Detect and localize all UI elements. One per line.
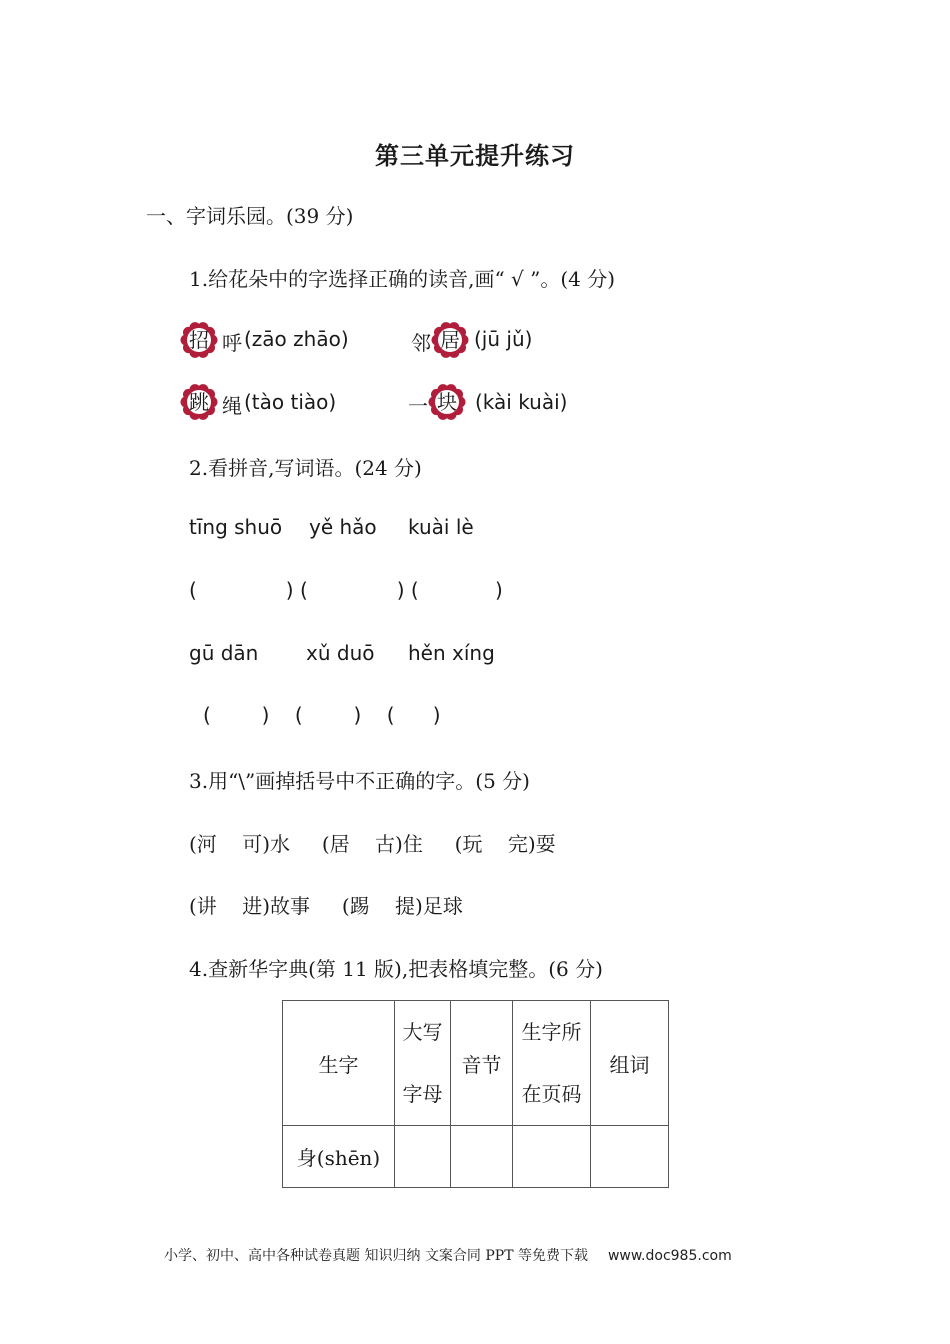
footer-text: 小学、初中、高中各种试卷真题 知识归纳 文案合同 PPT 等免费下载	[164, 1248, 588, 1264]
flower-char: 跳	[189, 390, 209, 414]
char-cell: 身(shēn)	[283, 1126, 395, 1188]
flower-char: 块	[437, 390, 457, 414]
pinyin-word: hěn xíng	[408, 641, 495, 665]
pinyin-word: gū dān	[189, 641, 259, 665]
word-prefix: 一	[408, 394, 428, 418]
pinyin-options: (tào tiào)	[244, 390, 337, 414]
header-cell: 生字	[283, 1001, 395, 1126]
flower-char: 招	[189, 328, 209, 352]
pinyin-options: (jū jǔ)	[474, 327, 533, 351]
question-3-label: 3.用“\”画掉括号中不正确的字。(5 分)	[189, 769, 530, 793]
table-header-row	[283, 1001, 669, 1126]
word-suffix: 呼	[222, 331, 242, 355]
flower-icon	[428, 383, 466, 421]
header-line: 大写	[402, 1020, 443, 1044]
header-line: 在页码	[521, 1082, 582, 1106]
header-cell: 组词	[591, 1001, 669, 1126]
footer-url[interactable]: www.doc985.com	[607, 1248, 732, 1264]
question-2-label: 2.看拼音,写词语。(24 分)	[189, 456, 422, 480]
answer-blanks[interactable]: ( ) ( ) ( )	[189, 578, 503, 602]
header-cell	[395, 1001, 451, 1126]
header-line: 字母	[402, 1082, 443, 1106]
page-title: 第三单元提升练习	[375, 141, 575, 170]
header-cell	[513, 1001, 591, 1126]
question-1-label: 1.给花朵中的字选择正确的读音,画“ √ ”。(4 分)	[189, 267, 616, 291]
choice-line: (讲 进)故事 (踢 提)足球	[189, 894, 463, 918]
word-prefix: 邻	[411, 331, 431, 355]
pinyin-word: tīng shuō	[189, 515, 283, 539]
flower-char: 居	[440, 328, 460, 352]
answer-cell[interactable]	[451, 1126, 513, 1188]
footer	[164, 1245, 732, 1265]
pinyin-word: yě hǎo	[309, 515, 377, 539]
answer-blanks[interactable]: ( ) ( ) ( )	[203, 703, 441, 727]
table-row	[283, 1126, 669, 1188]
flower-icon	[180, 321, 218, 359]
section-heading: 一、字词乐园。(39 分)	[146, 204, 354, 228]
header-cell: 音节	[451, 1001, 513, 1126]
pinyin-options: (zāo zhāo)	[244, 327, 349, 351]
pinyin-word: xǔ duō	[306, 641, 375, 665]
pinyin-word: kuài lè	[408, 515, 474, 539]
word-suffix: 绳	[222, 394, 242, 418]
question-4-label: 4.查新华字典(第 11 版),把表格填完整。(6 分)	[189, 957, 603, 981]
answer-cell[interactable]	[591, 1126, 669, 1188]
answer-cell[interactable]	[513, 1126, 591, 1188]
choice-line: (河 可)水 (居 古)住 (玩 完)耍	[189, 832, 556, 856]
pinyin-options: (kài kuài)	[475, 390, 568, 414]
dictionary-table	[282, 1000, 669, 1188]
header-line: 生字所	[521, 1020, 582, 1044]
answer-cell[interactable]	[395, 1126, 451, 1188]
flower-icon	[431, 321, 469, 359]
flower-icon	[180, 383, 218, 421]
